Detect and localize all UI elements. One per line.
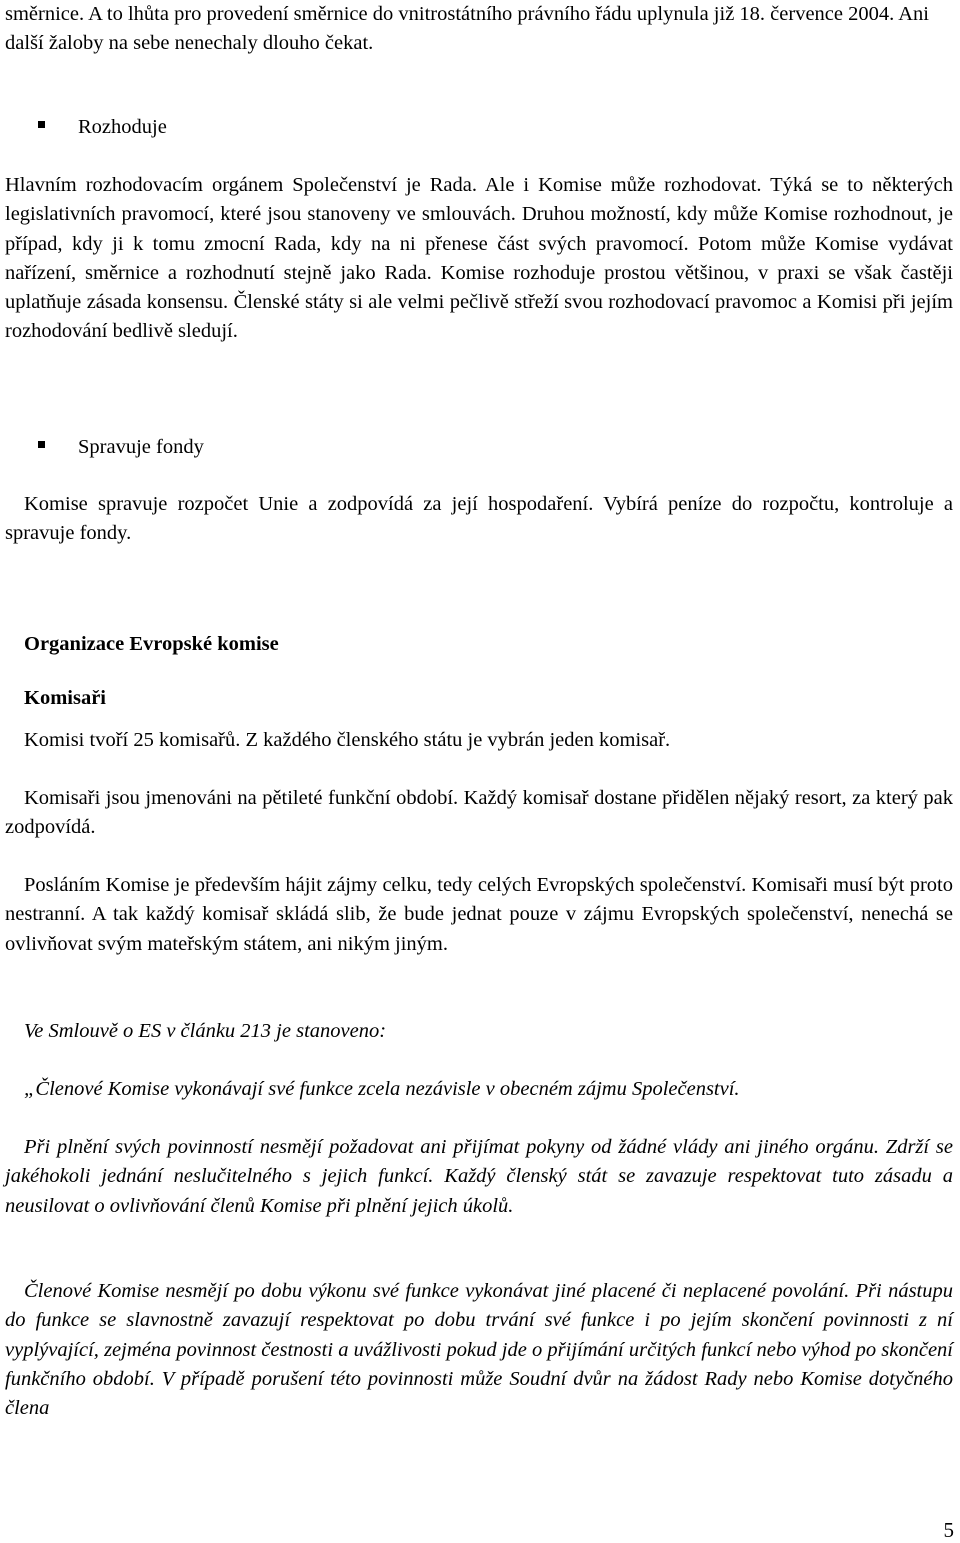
quote-paragraph-1: „Členové Komise vykonávají své funkce zcela nezávisle v obecném zájmu Společenství. <box>24 1078 740 1100</box>
poslani-paragraph: Posláním Komise je především hájit zájmy celku, tedy celých Evropských společenství. Komisaři musí být proto nestranní. A tak každý komisař skládá slib, že bude jednat pouze v zájmu Evropských společenství, nenechá se ovlivňovat svým mateřským státem, ani nikým jiným. <box>5 874 953 955</box>
bullet-rozhoduje <box>38 113 167 142</box>
quote-paragraph-3: Členové Komise nesmějí po dobu výkonu své funkce vykonávat jiné placené či neplacené povolání. Při nástupu do funkce se slavnostně zavazují respektovat po dobu trvání své funkce i po jejím skončení povinnosti z ní vyplývající, zejména povinnost čestnosti a uvážlivosti pokud jde o přijímání určitých funkcí nebo výhod po skončení funkčního období. V případě porušení této povinnosti může Soudní dvůr na žádost Rady nebo Komise dotyčného člena <box>5 1280 953 1420</box>
bullet-rozhoduje-label: Rozhoduje <box>78 116 167 138</box>
square-bullet-icon <box>38 441 45 448</box>
bullet-fondy <box>38 433 204 462</box>
quote-paragraph-2: Při plnění svých povinností nesmějí požadovat ani přijímat pokyny od žádné vlády ani jiného orgánu. Zdrží se jakéhokoli jednání neslučitelného s jejich funkcí. Každý členský stát se zavazuje respektovat tuto zásadu a neusilovat o ovlivňování členů Komise při plnění jejich úkolů. <box>5 1136 953 1217</box>
fondy-paragraph: Komise spravuje rozpočet Unie a zodpovídá za její hospodaření. Vybírá peníze do rozpočtu, kontroluje a spravuje fondy. <box>5 493 953 545</box>
page-number: 5 <box>943 1518 954 1542</box>
komisari-paragraph-2: Komisaři jsou jmenováni na pětileté funkční období. Každý komisař dostane přidělen nějaký resort, za který pak zodpovídá. <box>5 787 953 839</box>
komisari-paragraph-1: Komisi tvoří 25 komisařů. Z každého členského státu je vybrán jeden komisař. <box>24 729 671 751</box>
heading-organizace: Organizace Evropské komise <box>24 633 279 655</box>
heading-komisari: Komisaři <box>24 687 106 709</box>
intro-paragraph: směrnice. A to lhůta pro provedení směrnice do vnitrostátního právního řádu uplynula již 18. července 2004. Ani další žaloby na sebe nenechaly dlouho čekat. <box>5 3 929 55</box>
rozhoduje-paragraph: Hlavním rozhodovacím orgánem Společenství je Rada. Ale i Komise může rozhodovat. Týká se to některých legislativních pravomocí, které jsou stanoveny ve smlouvách. Druhou možností, kdy může Komise rozhodnout, je případ, kdy ji k tomu zmocní Rada, kdy na ni přenese část svých pravomocí. Potom může Komise vydávat nařízení, směrnice a rozhodnutí stejně jako Rada. Komise rozhoduje prostou většinou, v praxi se však častěji uplatňuje zásada konsensu. Členské státy si ale velmi pečlivě střeží svou rozhodovací pravomoc a Komisi při jejím rozhodování bedlivě sledují. <box>5 174 953 343</box>
bullet-fondy-label: Spravuje fondy <box>78 436 204 458</box>
square-bullet-icon <box>38 121 45 128</box>
quote-intro: Ve Smlouvě o ES v článku 213 je stanoveno: <box>24 1020 387 1042</box>
